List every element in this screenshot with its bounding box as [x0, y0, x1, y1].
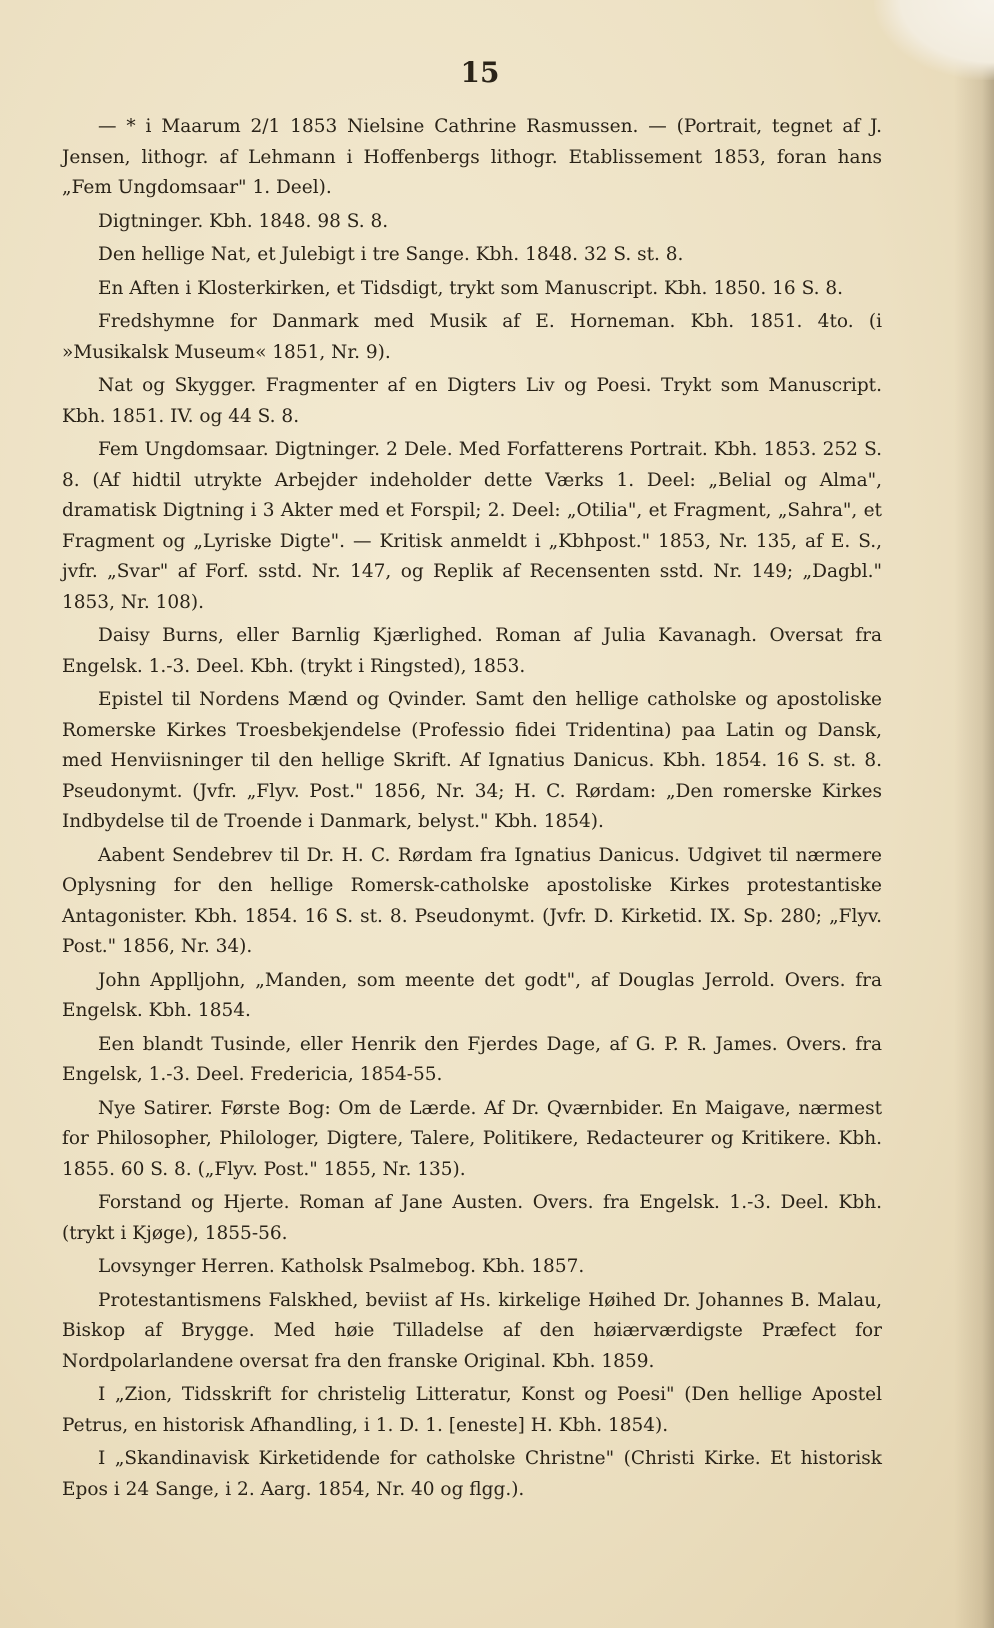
bibliography-entry: — * i Maarum 2/1 1853 Nielsine Cathrine Rasmussen. — (Portrait, tegnet af J. Jensen, lithogr. af Lehmann i Hoffenbergs lithogr. Etablissement 1853, foran hans „Fem Ungdomsaar" 1. Deel). — [62, 116, 882, 198]
bibliography-entry: Nye Satirer. Første Bog: Om de Lærde. Af Dr. Qværnbider. En Maigave, nærmest for Philosopher, Philologer, Digtere, Talere, Politikere, Redacteurer og Kritikere. Kbh. 1855. 60 S. 8. („Flyv. Post." 1855, Nr. 135). — [62, 1097, 882, 1180]
bibliography-entry: Fredshymne for Danmark med Musik af E. Horneman. Kbh. 1851. 4to. (i »Musikalsk Museum« 1851, Nr. 9). — [62, 311, 882, 363]
bibliography-entry: John Applljohn, „Manden, som meente det godt", af Douglas Jerrold. Overs. fra Engelsk. Kbh. 1854. — [62, 969, 882, 1021]
bibliography-entry: Een blandt Tusinde, eller Henrik den Fjerdes Dage, af G. P. R. James. Overs. fra Engelsk, 1.-3. Deel. Fredericia, 1854-55. — [62, 1033, 882, 1085]
bibliography-list — [62, 112, 882, 1508]
page-edge-shadow — [954, 0, 994, 1628]
bibliography-entry: Den hellige Nat, et Julebigt i tre Sange. Kbh. 1848. 32 S. st. 8. — [98, 244, 684, 265]
bibliography-entry: Protestantismens Falskhed, beviist af Hs. kirkelige Høihed Dr. Johannes B. Malau, Biskop af Brygge. Med høie Tilladelse af den høiærværdigste Præfect for Nordpolarlandene oversat fra den franske Original. Kbh. 1859. — [62, 1289, 882, 1372]
bibliography-entry: Aabent Sendebrev til Dr. H. C. Rørdam fra Ignatius Danicus. Udgivet til nærmere Oplysning for den hellige Romersk-catholske apostoliske Kirkes protestantiske Antagonister. Kbh. 1854. 16 S. st. 8. Pseudonymt. (Jvfr. D. Kirketid. IX. Sp. 280; „Flyv. Post." 1856, Nr. 34). — [62, 844, 882, 957]
bibliography-entry: I „Zion, Tidsskrift for christelig Litteratur, Konst og Poesi" (Den hellige Apostel Petrus, en historisk Afhandling, i 1. D. 1. [eneste] H. Kbh. 1854). — [62, 1384, 882, 1436]
bibliography-entry: Nat og Skygger. Fragmenter af en Digters Liv og Poesi. Trykt som Manuscript. Kbh. 1851. IV. og 44 S. 8. — [62, 375, 882, 427]
bibliography-entry: I „Skandinavisk Kirketidende for catholske Christne" (Christi Kirke. Et historisk Epos i 24 Sange, i 2. Aarg. 1854, Nr. 40 og flgg.). — [62, 1448, 882, 1500]
bibliography-entry: Lovsynger Herren. Katholsk Psalmebog. Kbh. 1857. — [98, 1256, 585, 1277]
bibliography-entry: Forstand og Hjerte. Roman af Jane Austen. Overs. fra Engelsk. 1.-3. Deel. Kbh. (trykt i Kjøge), 1855-56. — [62, 1192, 882, 1244]
bibliography-entry: Fem Ungdomsaar. Digtninger. 2 Dele. Med Forfatterens Portrait. Kbh. 1853. 252 S. 8. (Af hidtil utrykte Arbejder indeholder dette Værks 1. Deel: „Belial og Alma", dramatisk Digtning i 3 Akter med et Forspil; 2. Deel: „Otilia", et Fragment, „Sahra", et Fragment og „Lyriske Digte". — Kritisk anmeldt i „Kbhpost." 1853, Nr. 135, af E. S., jvfr. „Svar" af Forf. sstd. Nr. 147, og Replik af Recensenten sstd. Nr. 149; „Dagbl." 1853, Nr. 108). — [62, 439, 882, 613]
bibliography-entry: Epistel til Nordens Mænd og Qvinder. Samt den hellige catholske og apostoliske Romerske Kirkes Troesbekjendelse (Professio fidei Tridentina) paa Latin og Dansk, med Henviisninger til den hellige Skrift. Af Ignatius Danicus. Kbh. 1854. 16 S. st. 8. Pseudonymt. (Jvfr. „Flyv. Post." 1856, Nr. 34; H. C. Rørdam: „Den romerske Kirkes Indbydelse til de Troende i Danmark, belyst." Kbh. 1854). — [62, 689, 882, 832]
bibliography-entry: En Aften i Klosterkirken, et Tidsdigt, trykt som Manuscript. Kbh. 1850. 16 S. 8. — [98, 277, 844, 299]
bibliography-entry: Daisy Burns, eller Barnlig Kjærlighed. Roman af Julia Kavanagh. Oversat fra Engelsk. 1.-3. Deel. Kbh. (trykt i Ringsted), 1853. — [62, 625, 882, 677]
bibliography-entry: Digtninger. Kbh. 1848. 98 S. 8. — [98, 210, 389, 232]
page-number: 15 — [460, 56, 500, 89]
